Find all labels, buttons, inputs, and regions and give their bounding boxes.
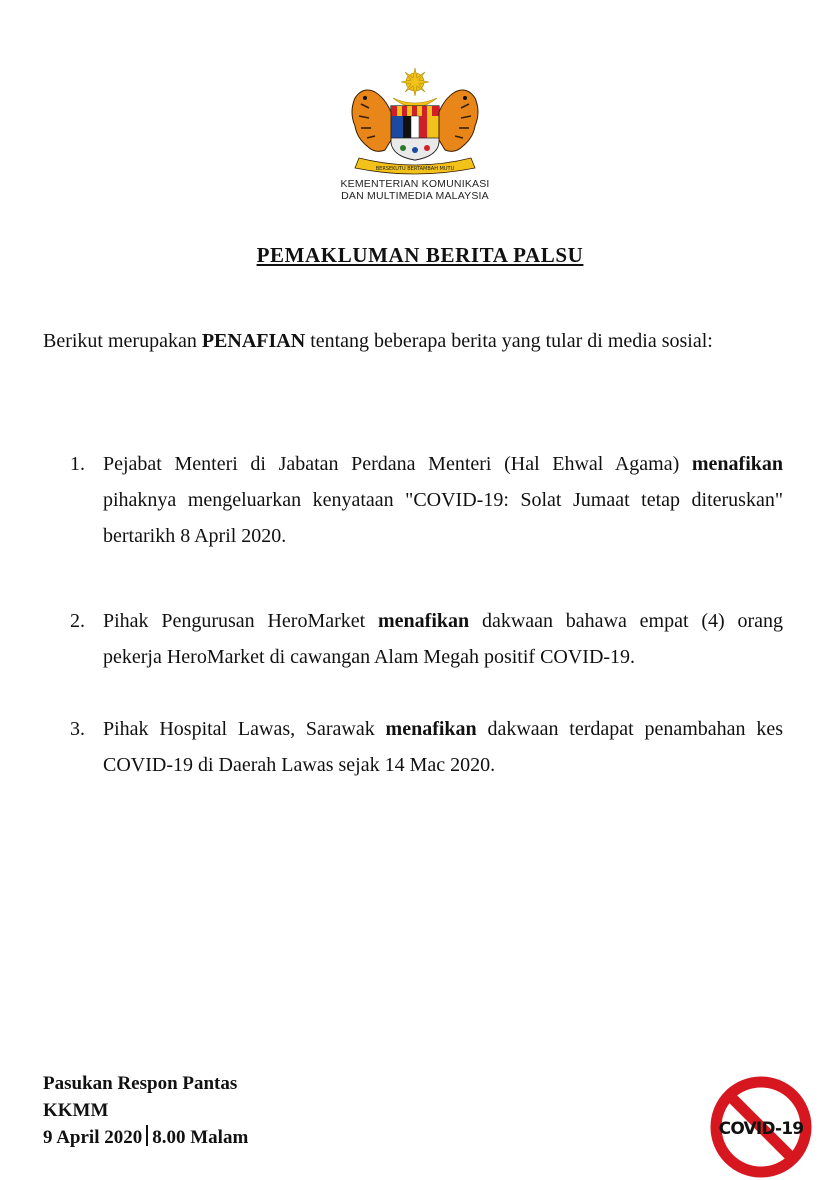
release-time: 8.00 Malam <box>152 1127 249 1148</box>
intro-text-after: tentang beberapa berita yang tular di media sosial: <box>305 330 713 352</box>
organization-name: KKMM <box>43 1100 109 1121</box>
signature-block <box>43 1070 248 1151</box>
list-item-text-before: Pihak Pengurusan HeroMarket <box>103 610 379 632</box>
list-item-bold: menafikan <box>378 610 470 632</box>
list-item-bold: menafikan <box>385 718 477 740</box>
intro-text-before: Berikut merupakan <box>43 330 202 352</box>
ministry-name <box>330 178 500 202</box>
list-item <box>70 446 783 554</box>
list-item-text <box>103 446 783 554</box>
list-item-number: 3. <box>70 718 85 740</box>
no-covid-19-icon <box>708 1074 814 1180</box>
list-item-bold: menafikan <box>691 453 783 475</box>
list-item <box>70 603 783 675</box>
date-time-separator <box>146 1125 148 1146</box>
list-item-text-after: dakwaan terdapat penambahan kes COVID-19 di Daerah Lawas sejak 14 Mac 2020. <box>103 718 783 776</box>
intro-paragraph <box>43 324 783 358</box>
badge-label: COVID-19 <box>718 1119 804 1139</box>
malaysia-coat-of-arms-icon <box>345 68 485 176</box>
ministry-name-line1: KEMENTERIAN KOMUNIKASI <box>340 178 490 190</box>
date-time-line <box>43 1124 248 1151</box>
crest-motto: BERSEKUTU BERTAMBAH MUTU <box>375 166 455 172</box>
list-item-text <box>103 603 783 675</box>
list-item-text-before: Pejabat Menteri di Jabatan Perdana Menteri (Hal Ehwal Agama) <box>103 453 692 475</box>
list-item-text-after: dakwaan bahawa empat (4) orang pekerja HeroMarket di cawangan Alam Megah positif COVID-19. <box>103 610 783 668</box>
intro-bold-term: PENAFIAN <box>201 330 306 352</box>
list-item-text-after: pihaknya mengeluarkan kenyataan "COVID-19: Solat Jumaat tetap diteruskan" bertarikh 8 April 2020. <box>103 489 783 547</box>
release-date: 9 April 2020 <box>43 1127 143 1148</box>
document-title: PEMAKLUMAN BERITA PALSU <box>256 243 584 267</box>
list-item-text-before: Pihak Hospital Lawas, Sarawak <box>103 718 386 740</box>
list-item-number: 2. <box>70 610 85 632</box>
team-name: Pasukan Respon Pantas <box>43 1073 238 1094</box>
list-item <box>70 711 783 783</box>
list-item-number: 1. <box>70 453 85 475</box>
ministry-name-line2: DAN MULTIMEDIA MALAYSIA <box>341 190 489 202</box>
list-item-text <box>103 711 783 783</box>
